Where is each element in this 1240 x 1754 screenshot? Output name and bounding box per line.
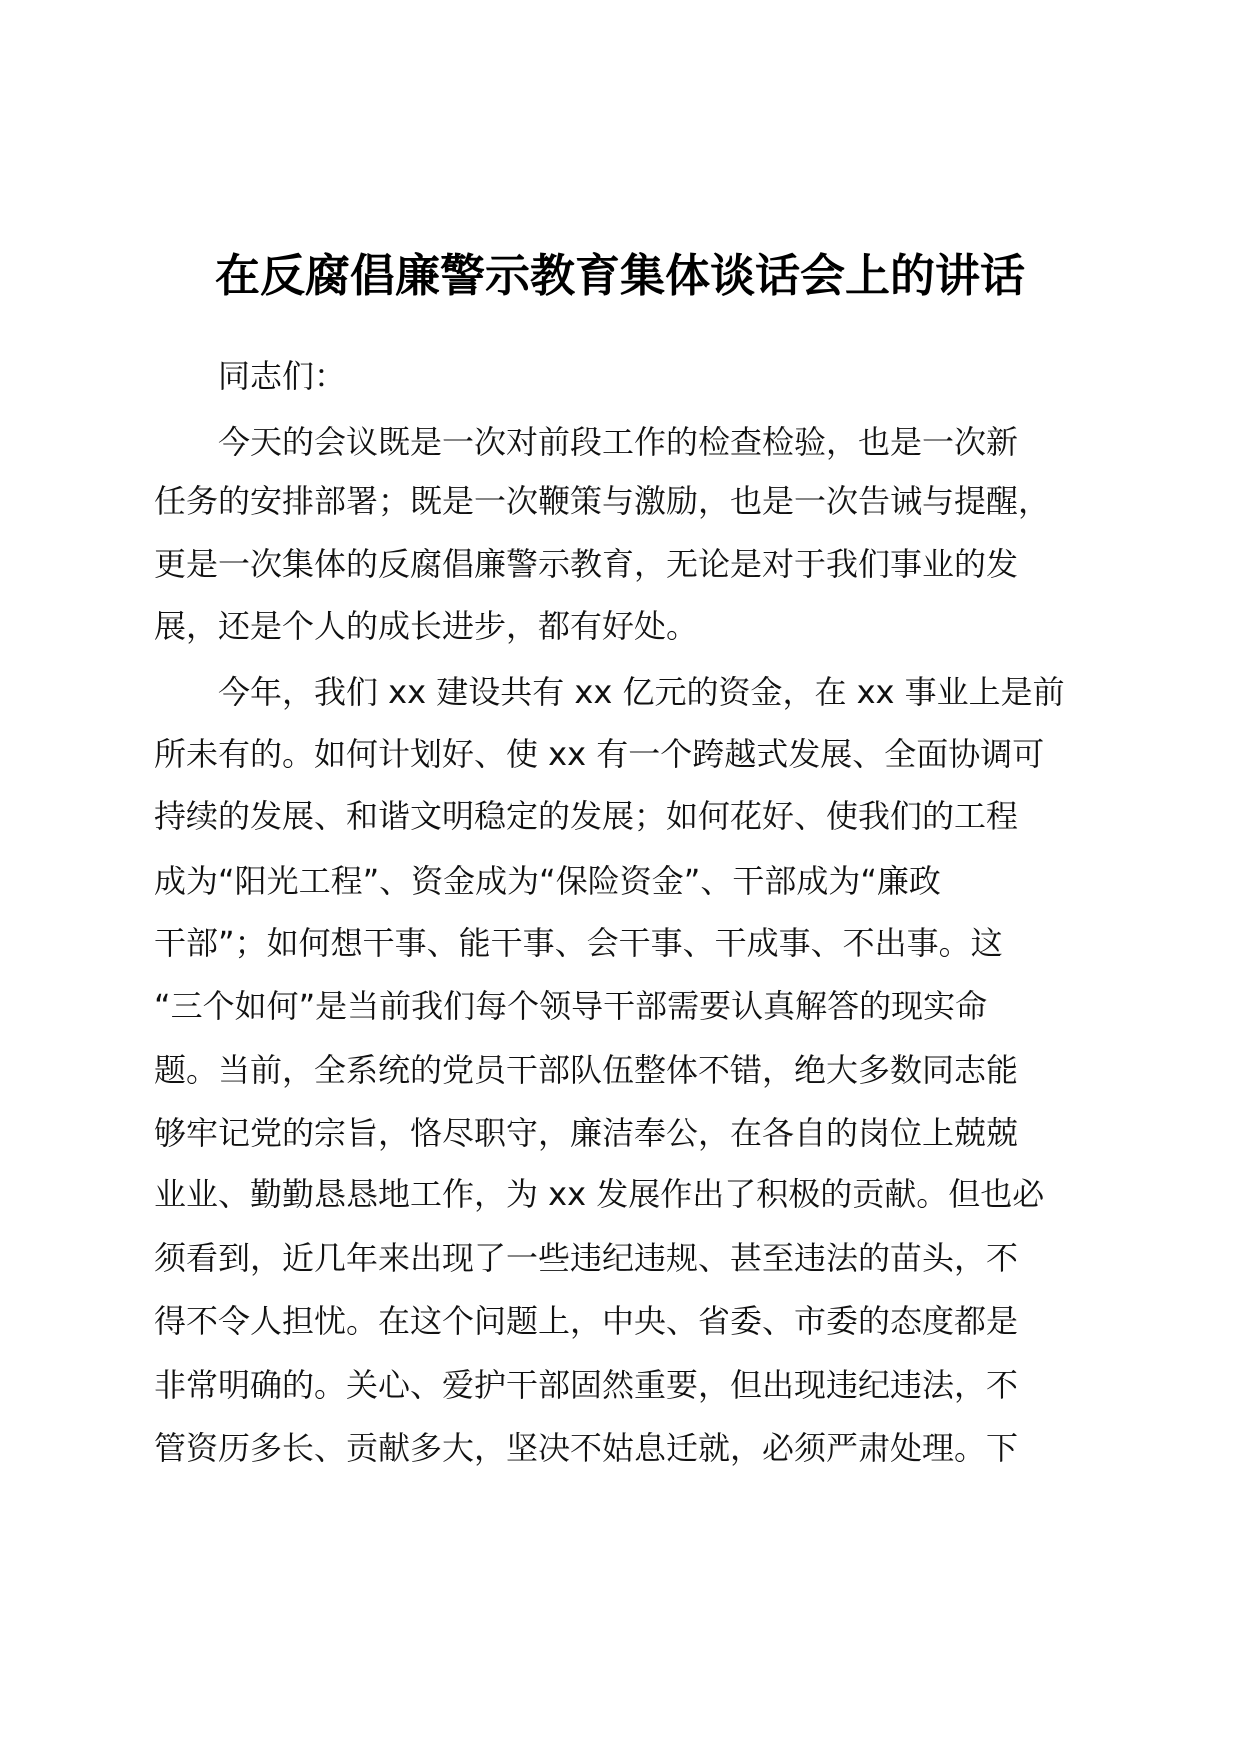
- paragraph-line: 非常明确的。关心、爱护干部固然重要，但出现违纪违法，不: [154, 1366, 1019, 1404]
- paragraph-line: 得不令人担忧。在这个问题上，中央、省委、市委的态度都是: [154, 1302, 1019, 1340]
- paragraph-line: 管资历多长、贡献多大，坚决不姑息迁就，必须严肃处理。下: [154, 1429, 1019, 1467]
- paragraph-line: 任务的安排部署；既是一次鞭策与激励，也是一次告诫与提醒，: [154, 482, 1051, 520]
- paragraph-line: 成为“阳光工程”、资金成为“保险资金”、干部成为“廉政: [154, 862, 941, 900]
- paragraph-line: 题。当前，全系统的党员干部队伍整体不错，绝大多数同志能: [154, 1051, 1019, 1089]
- paragraph-line: 够牢记党的宗旨，恪尽职守，廉洁奉公，在各自的岗位上兢兢: [154, 1114, 1019, 1152]
- paragraph-line: 展，还是个人的成长进步，都有好处。: [154, 607, 699, 645]
- paragraph-line: 更是一次集体的反腐倡廉警示教育，无论是对于我们事业的发: [154, 545, 1019, 583]
- paragraph-line: 所未有的。如何计划好、使 xx 有一个跨越式发展、全面协调可: [154, 735, 1045, 773]
- paragraph-line: 干部”；如何想干事、能干事、会干事、干成事、不出事。这: [154, 924, 1003, 962]
- paragraph-line: 须看到，近几年来出现了一些违纪违规、甚至违法的苗头，不: [154, 1239, 1019, 1277]
- paragraph-line: “三个如何”是当前我们每个领导干部需要认真解答的现实命: [154, 987, 988, 1025]
- paragraph-line: 持续的发展、和谐文明稳定的发展；如何花好、使我们的工程: [154, 797, 1019, 835]
- paragraph-line: 今年，我们 xx 建设共有 xx 亿元的资金，在 xx 事业上是前: [218, 673, 1065, 711]
- salutation: 同志们：: [218, 357, 347, 395]
- paragraph-line: 今天的会议既是一次对前段工作的检查检验，也是一次新: [218, 423, 1019, 461]
- paragraph-line: 业业、勤勤恳恳地工作，为 xx 发展作出了积极的贡献。但也必: [154, 1175, 1045, 1213]
- document-title: 在反腐倡廉警示教育集体谈话会上的讲话: [214, 249, 1025, 302]
